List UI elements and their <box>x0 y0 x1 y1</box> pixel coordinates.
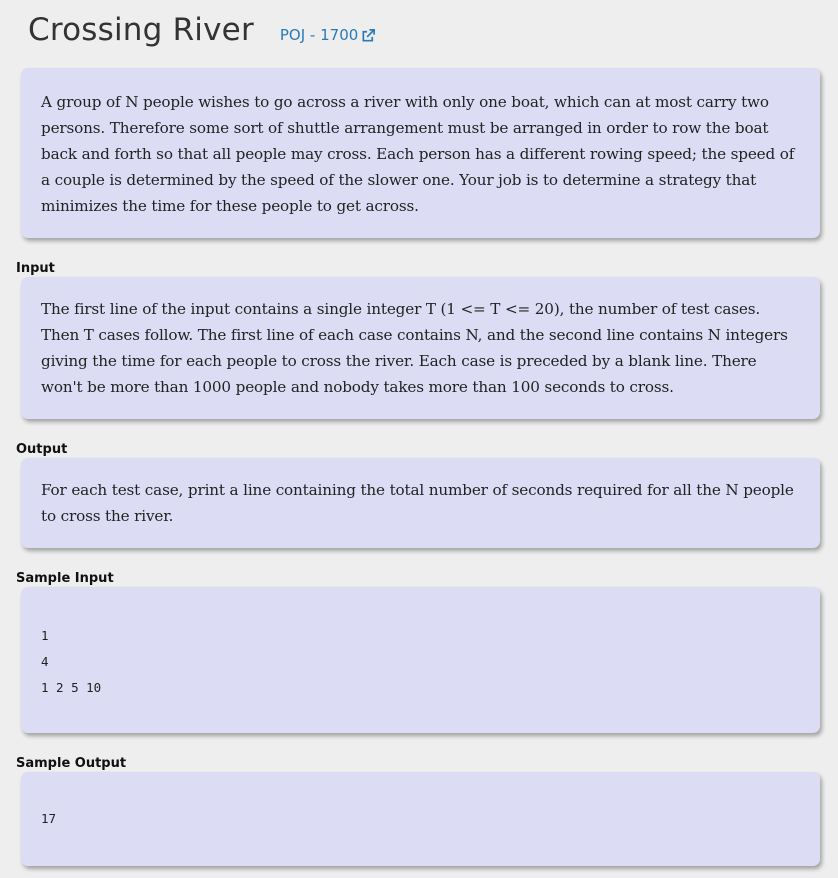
input-section-label: Input <box>16 261 55 276</box>
sample-output-card <box>21 772 820 866</box>
sample-input-text: 1 4 1 2 5 10 <box>41 628 102 695</box>
sample-input-card <box>21 587 820 733</box>
external-link-icon <box>361 28 376 43</box>
input-text: The first line of the input contains a single integer T (1 <= T <= 20), the number of test cases. Then T cases follow. The first line of each case contains N, and the second line contains N integers giving the time for each people to cross the river. Each case is preceded by a blank line. There won't be more than 1000 people and nobody takes more than 100 seconds to cross. <box>41 300 788 396</box>
sample-output-label: Sample Output <box>16 756 127 771</box>
sample-output-text: 17 <box>41 811 57 826</box>
description-text: A group of N people wishes to go across a river with only one boat, which can at most carry two persons. Therefore some sort of shuttle arrangement must be arranged in order to row the boat back and forth so that all people may cross. Each person has a different rowing speed; the speed of a couple is determined by the speed of the slower one. Your job is to determine a strategy that minimizes the time for these people to get across. <box>41 93 795 215</box>
input-card <box>21 277 820 419</box>
source-problem-link[interactable] <box>280 26 376 44</box>
output-section-label: Output <box>16 442 68 457</box>
header <box>28 12 376 48</box>
description-card <box>21 68 820 238</box>
source-link-label: POJ - 1700 <box>279 26 359 44</box>
page-title: Crossing River <box>28 12 254 48</box>
sample-input-label: Sample Input <box>16 571 114 586</box>
output-text: For each test case, print a line containing the total number of seconds required for all the N people to cross the river. <box>41 481 794 525</box>
output-card <box>21 458 820 548</box>
